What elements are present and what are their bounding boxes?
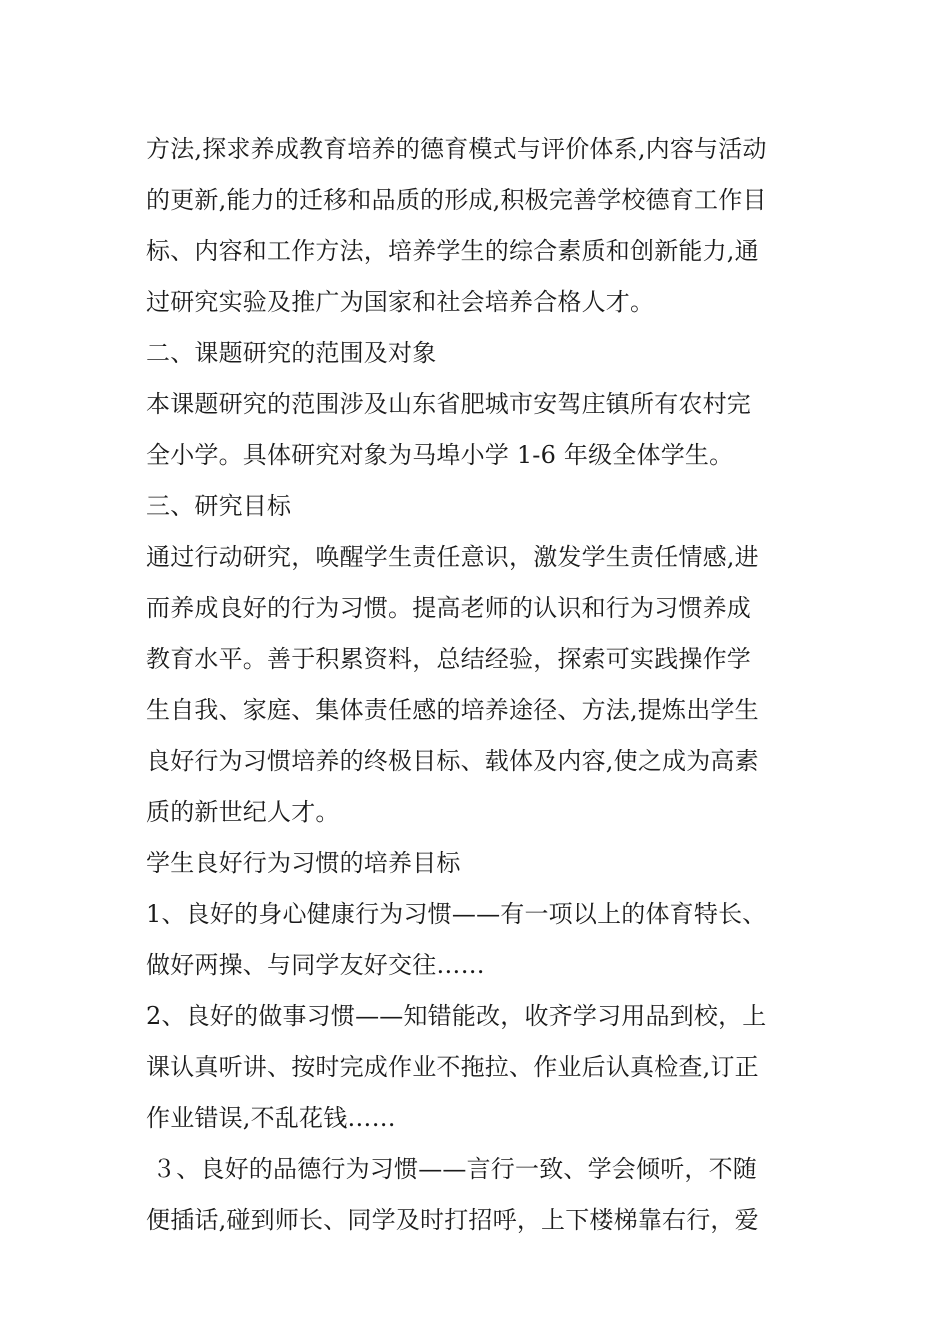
text-line: 生自我、家庭、集体责任感的培养途径、方法,提炼出学生 [146,696,759,724]
text-line: 本课题研究的范围涉及山东省肥城市安驾庄镇所有农村完 [146,390,751,418]
list-item-line: 便插话,碰到师长、同学及时打招呼，上下楼梯靠右行，爱 [146,1206,759,1234]
section-heading: 三、研究目标 [146,492,292,520]
text-line: 教育水平。善于积累资料，总结经验，探索可实践操作学 [146,645,751,673]
text-line: 的更新,能力的迁移和品质的形成,积极完善学校德育工作目 [146,186,767,214]
subsection-heading: 学生良好行为习惯的培养目标 [146,849,461,877]
list-item-line: 课认真听讲、按时完成作业不拖拉、作业后认真检查,订正 [146,1053,759,1081]
document-body [146,124,806,1246]
text-line: 良好行为习惯培养的终极目标、载体及内容,使之成为高素 [146,747,759,775]
text-line: 通过行动研究，唤醒学生责任意识，激发学生责任情感,进 [146,543,759,571]
list-item-line: 作业错误,不乱花钱…… [146,1104,396,1132]
text-line: 质的新世纪人才。 [146,798,340,826]
text-line: 标、内容和工作方法，培养学生的综合素质和创新能力,通 [146,237,759,265]
list-item-line: 做好两操、与同学友好交往…… [146,951,485,979]
text-line: 全小学。具体研究对象为马埠小学 1-6 年级全体学生。 [146,441,734,469]
list-item-line: ３、良好的品德行为习惯——言行一致、学会倾听，不随 [152,1155,757,1183]
section-heading: 二、课题研究的范围及对象 [146,339,437,367]
text-line: 过研究实验及推广为国家和社会培养合格人才。 [146,288,655,316]
text-line: 而养成良好的行为习惯。提高老师的认识和行为习惯养成 [146,594,751,622]
list-item-line: 2、良好的做事习惯——知错能改，收齐学习用品到校，上 [146,1002,767,1030]
list-item-line: 1、良好的身心健康行为习惯——有一项以上的体育特长、 [146,900,767,928]
text-line: 方法,探求养成教育培养的德育模式与评价体系,内容与活动 [146,135,767,163]
